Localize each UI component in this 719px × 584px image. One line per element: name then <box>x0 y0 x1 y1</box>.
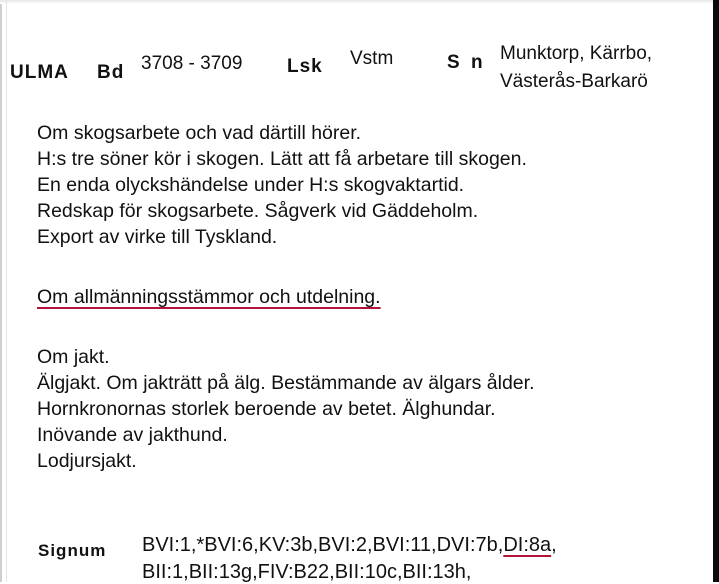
sn-value-line2: Västerås-Barkarö <box>500 71 648 92</box>
sn-label: S n <box>447 52 486 73</box>
bd-label: Bd <box>97 62 125 83</box>
sn-value-line1: Munktorp, Kärrbo, <box>500 43 653 64</box>
section-jakt <box>37 344 535 474</box>
signum-label: Signum <box>38 541 107 560</box>
archive-label: ULMA <box>10 62 69 83</box>
underlined-heading: Om allmänningsstämmor och utdelning. <box>37 286 381 308</box>
text-line: Hornkronornas storlek beroende av betet. Älghundar. <box>37 398 496 420</box>
text-line: En enda olyckshändelse under H:s skogvaktartid. <box>37 174 465 196</box>
text-line: Om jakt. <box>37 346 110 368</box>
text-line: Älgjakt. Om jakträtt på älg. Bestämmande av älgars ålder. <box>37 372 535 394</box>
signum-line2: BII:1,BII:13g,FIV:B22,BII:10c,BII:13h, <box>142 561 472 583</box>
lsk-label: Lsk <box>287 56 323 77</box>
section-allmanning <box>37 284 381 310</box>
card-left-edge <box>0 0 2 582</box>
text-line: Om skogsarbete och vad därtill hörer. <box>37 122 362 144</box>
section-skog <box>37 120 527 250</box>
text-line: H:s tre söner kör i skogen. Lätt att få arbetare till skogen. <box>37 148 527 170</box>
text-line <box>37 284 381 310</box>
signum-comma: , <box>551 534 557 556</box>
card-border <box>6 0 7 582</box>
lsk-value: Vstm <box>350 48 394 69</box>
scan-right-edge <box>713 0 719 582</box>
bd-value: 3708 - 3709 <box>141 53 243 74</box>
text-line: Redskap för skogsarbete. Sågverk vid Gäddeholm. <box>37 200 479 222</box>
text-line: Inövande av jakthund. <box>37 424 228 446</box>
card-top-edge <box>0 0 719 4</box>
signum-underlined-code: DI:8a <box>503 534 552 556</box>
signum-line1 <box>142 534 557 557</box>
text-line: Export av virke till Tyskland. <box>37 226 278 248</box>
text-line: Lodjursjakt. <box>37 450 137 472</box>
signum-codes: BVI:1,*BVI:6,KV:3b,BVI:2,BVI:11,DVI:7b, <box>142 534 504 556</box>
